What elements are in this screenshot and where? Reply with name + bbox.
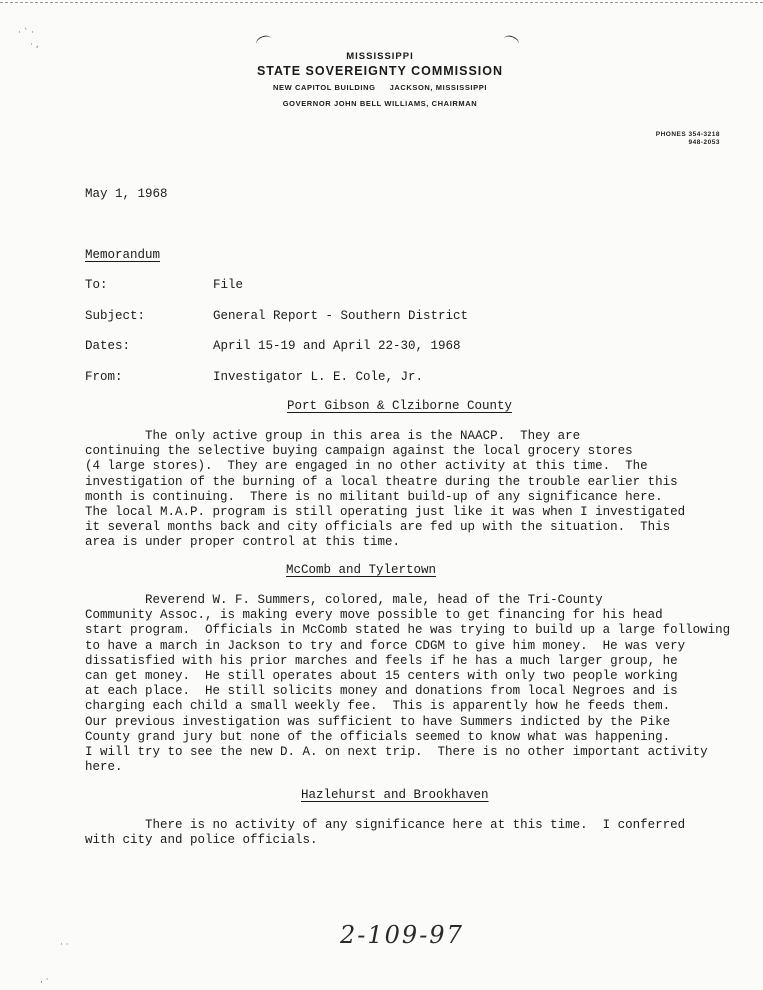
section-body-port-gibson: The only active group in this area is the NAACP. They are continuing the selective buying campaign against the local grocery stores (4 large stores). They are engaged in no other activity at this time. The investigation of the burning of a local theatre during the trouble earlier this month is continuing. There is no militant build-up of any significance here. The local M.A.P. program is still operating just like it was when I investigated it several months back and city officials are fed up with the situation. This area is under proper control at this time. — [85, 429, 686, 550]
scan-speck: ‚ · — [40, 975, 49, 985]
section-body-hazlehurst: There is no activity of any significance here at this time. I conferred with city and police officials. — [85, 818, 686, 848]
letterhead-state: MISSISSIPPI — [346, 51, 414, 62]
letterhead-phones — [560, 131, 720, 147]
memo-date: May 1, 1968 — [85, 187, 168, 201]
memo-title: Memorandum — [85, 248, 161, 262]
letterhead — [230, 50, 530, 111]
subject-value: General Report - Southern District — [213, 309, 469, 323]
section-body-mccomb: Reverend W. F. Summers, colored, male, head of the Tri-County Community Assoc., is making every move possible to get financing for his head start program. Officials in McComb stated he was trying to build up a large following to have a march in Jackson to try and force CDGM to give him money. He was very dissatisfied with his prior marches and feels if he has a much larger group, he can get money. He still operates about 15 centers with only two people working at each place. He still solicits money and donations from local Negroes and is charging each child a small weekly fee. This is apparently how he feeds them. Our previous investigation was sufficient to have Summers indicted by the Pike County grand jury but none of the officials seemed to know what was happening. I will try to see the new D. A. on next trip. There is no other important activity here. — [85, 593, 731, 775]
letterhead-address — [230, 80, 530, 95]
to-value: File — [213, 278, 244, 292]
scan-speck: · ‚ — [30, 40, 39, 50]
subject-label: Subject: — [85, 309, 146, 323]
scan-speck: · ˋ · — [18, 28, 34, 38]
scan-speck: · · — [60, 940, 69, 950]
section-heading-port-gibson: Port Gibson & Clziborne County — [287, 399, 513, 413]
from-value: Investigator L. E. Cole, Jr. — [213, 370, 424, 384]
phone-secondary: 948-2053 — [688, 139, 720, 146]
seal-mark-right — [502, 34, 521, 50]
letterhead-governor: GOVERNOR JOHN BELL WILLIAMS, CHAIRMAN — [282, 99, 478, 108]
letterhead-address-building: NEW CAPITOL BUILDING — [273, 83, 376, 92]
to-label: To: — [85, 278, 108, 292]
section-heading-mccomb: McComb and Tylertown — [286, 563, 437, 577]
letterhead-address-city: JACKSON, MISSISSIPPI — [389, 83, 487, 92]
dates-label: Dates: — [85, 339, 131, 353]
section-heading-hazlehurst: Hazlehurst and Brookhaven — [301, 788, 489, 802]
scan-edge-line — [0, 2, 763, 3]
dates-value: April 15-19 and April 22-30, 1968 — [213, 339, 461, 353]
seal-mark-left — [255, 34, 274, 50]
from-label: From: — [85, 370, 123, 384]
handwritten-file-number: 2-109-97 — [340, 921, 464, 949]
phone-primary: PHONES 354-3218 — [655, 131, 720, 138]
letterhead-commission: STATE SOVEREIGNTY COMMISSION — [256, 64, 504, 78]
